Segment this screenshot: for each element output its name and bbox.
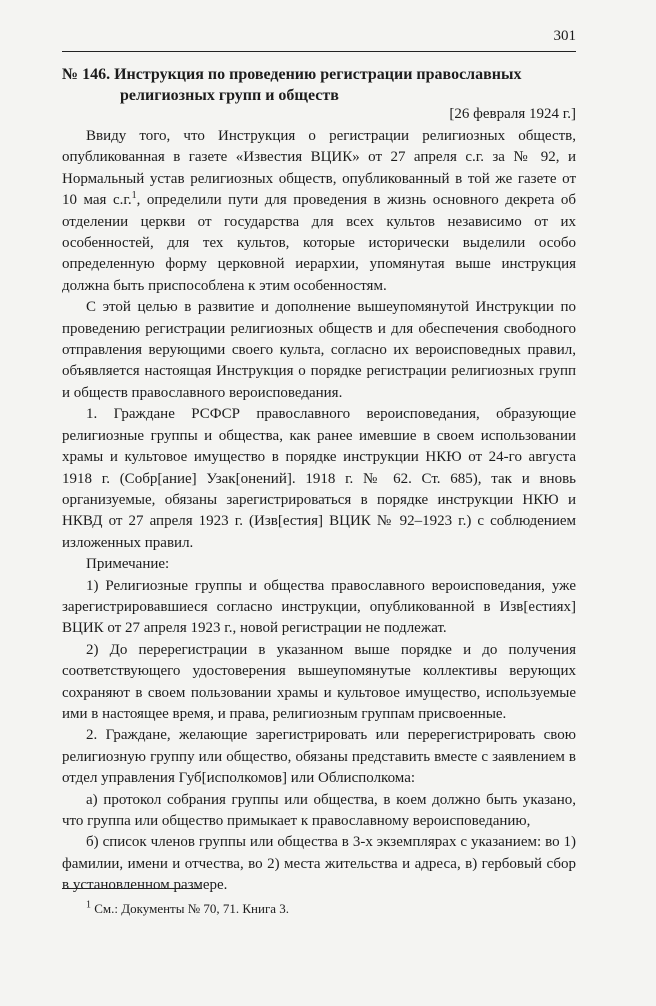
header-rule	[62, 51, 576, 52]
page-number: 301	[553, 28, 576, 44]
document-body	[62, 124, 576, 897]
document-date: [26 февраля 1924 г.]	[449, 106, 576, 122]
paragraph-item-2b: б) список членов группы или общества в 3-х экземплярах с указанием: во 1) фамилии, имени и отчества, во 2) места жительства и адреса, в) гербовый сбор в установленном размере.	[62, 834, 576, 894]
paragraph-purpose: С этой целью в развитие и дополнение вышеупомянутой Инструкции по проведению регистрации религиозных обществ и для обеспечения свободного отправления верующими своего культа, согласно их вероисповедных правил, объявляется настоящая Инструкция о порядке регистрации религиозных групп и обществ православного вероисповедания.	[62, 299, 576, 401]
footnote	[86, 901, 289, 917]
footnote-ref[interactable]: 1	[131, 190, 137, 202]
paragraph-note-2: 2) До перерегистрации в указанном выше порядке и до получения соответствующего удостоверения вышеупомянутые коллективы верующих сохраняют в своем пользовании храмы и культовое имущество, используемые ими в настоящее время, и права, религиозным группам присвоенные.	[62, 641, 576, 722]
paragraph-note-heading: Примечание:	[86, 556, 170, 573]
document-title	[62, 64, 576, 106]
footnote-rule	[62, 888, 202, 889]
title-line-2: религиозных групп и обществ	[120, 87, 339, 104]
paragraph-item-2a: а) протокол собрания группы или общества, в коем должно быть указано, что группа или общество примыкает к православному вероисповеданию,	[62, 791, 576, 829]
paragraph-item-1: 1. Граждане РСФСР православного вероисповедания, образующие религиозные группы и общества, как ранее имевшие в своем использовании храмы и культовое имущество в порядке инструкции НКЮ от 24-го августа 1918 г. (Собр[ание] Узак[онений]. 1918 г. № 62. Ст. 685), так и вновь организуемые, обязаны зарегистрироваться в порядке инструкции НКЮ и НКВД от 27 апреля 1923 г. (Изв[естия] ВЦИК № 92–1923 г.) с соблюдением изложенных правил.	[62, 406, 576, 551]
title-line-1: № 146. Инструкция по проведению регистрации православных	[62, 66, 522, 83]
paragraph-item-2: 2. Граждане, желающие зарегистрировать или перерегистрировать свою религиозную группу или общество, обязаны представить вместе с заявлением в отдел управления Губ[исполкомов] или Облисполкома:	[62, 727, 576, 787]
paragraph-intro: Ввиду того, что Инструкция о регистрации религиозных обществ, опубликованная в газете «Известия ВЦИК» от 27 апреля с.г. за № 92, и Нормальный устав религиозных обществ, опубликованный в той же газете от 10 мая с.г.$^1$, определили пути для проведения в жизнь основного декрета об отделении церкви от государства для всех культов независимо от их особенностей, для тех культов, которые исторически выделили особо определенную форму церковной иерархии, упомянутая выше инструкция должна быть приспособлена к этим особенностям.	[62, 128, 576, 294]
paragraph-note-1: 1) Религиозные группы и общества православного вероисповедания, уже зарегистрировавшиеся согласно инструкции, опубликованной в Изв[естиях] ВЦИК от 27 апреля 1923 г., новой регистрации не подлежат.	[62, 577, 576, 637]
footnote-mark: 1	[86, 899, 91, 911]
footnote-text: См.: Документы № 70, 71. Книга 3.	[94, 901, 290, 916]
